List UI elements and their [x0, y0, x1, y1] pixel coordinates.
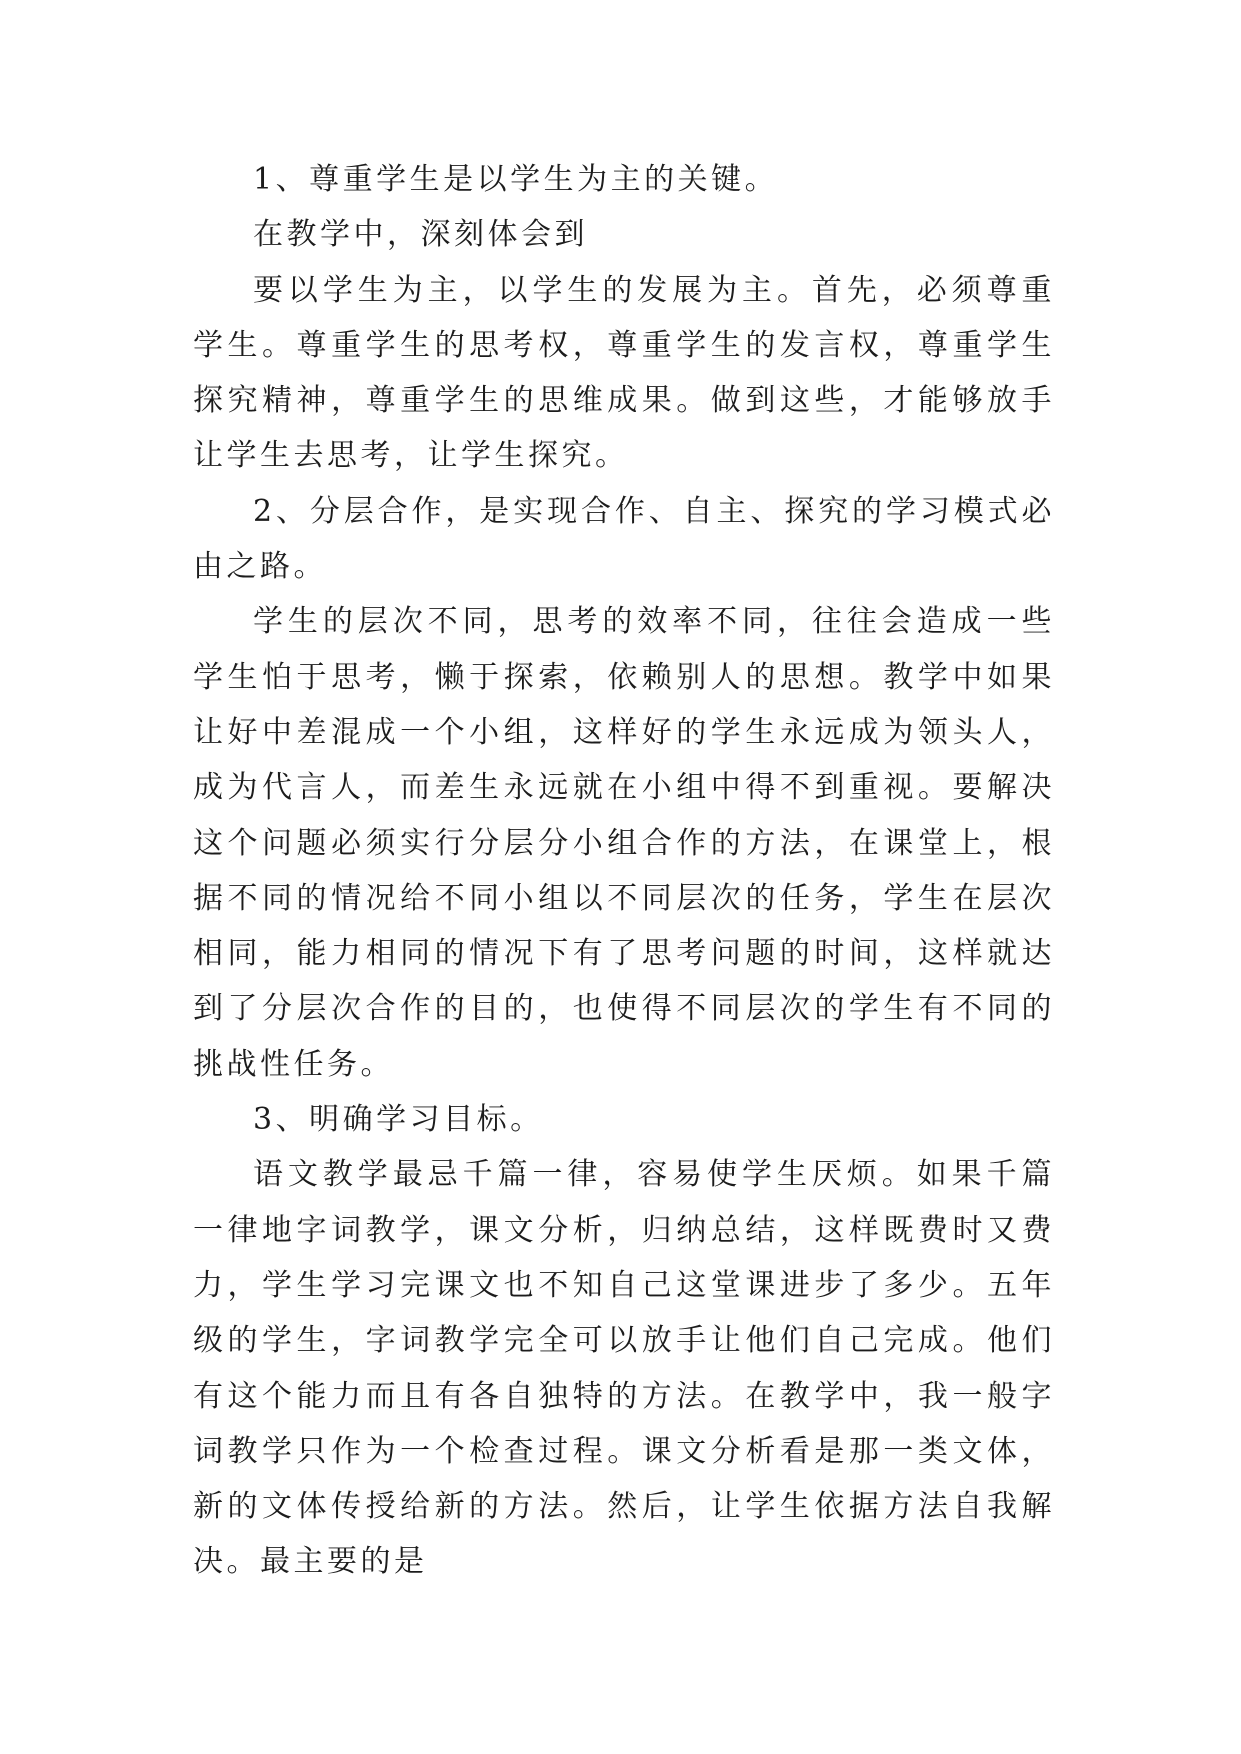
paragraph-teaching-insight: 在教学中，深刻体会到 [253, 217, 588, 253]
paragraph-respect-students: 要以学生为主，以学生的发展为主。首先，必须尊重学生。尊重学生的思考权，尊重学生的发言权，尊重学生探究精神，尊重学生的思维成果。做到这些，才能够放手让学生去思考，让学生探究。 [193, 272, 1055, 474]
document-body [193, 152, 1055, 1590]
paragraph-point-2-heading: 2、分层合作，是实现合作、自主、探究的学习模式必由之路。 [193, 493, 1055, 585]
paragraph-point-3-heading: 3、明确学习目标。 [253, 1102, 544, 1138]
paragraph-learning-goals: 语文教学最忌千篇一律，容易使学生厌烦。如果千篇一律地字词教学，课文分析，归纳总结，这样既费时又费力，学生学习完课文也不知自己这堂课进步了多少。五年级的学生，字词教学完全可以放手让他们自己完成。他们有这个能力而且有各自独特的方法。在教学中，我一般字词教学只作为一个检查过程。课文分析看是那一类文体，新的文体传授给新的方法。然后，让学生依据方法自我解决。最主要的是 [193, 1157, 1055, 1580]
paragraph-point-1-heading: 1、尊重学生是以学生为主的关键。 [253, 162, 779, 197]
paragraph-layered-cooperation: 学生的层次不同，思考的效率不同，往往会造成一些学生怕于思考，懒于探索，依赖别人的思想。教学中如果让好中差混成一个小组，这样好的学生永远成为领头人，成为代言人，而差生永远就在小组中得不到重视。要解决这个问题必须实行分层分小组合作的方法，在课堂上，根据不同的情况给不同小组以不同层次的任务，学生在层次相同，能力相同的情况下有了思考问题的时间，这样就达到了分层次合作的目的，也使得不同层次的学生有不同的挑战性任务。 [193, 604, 1055, 1082]
